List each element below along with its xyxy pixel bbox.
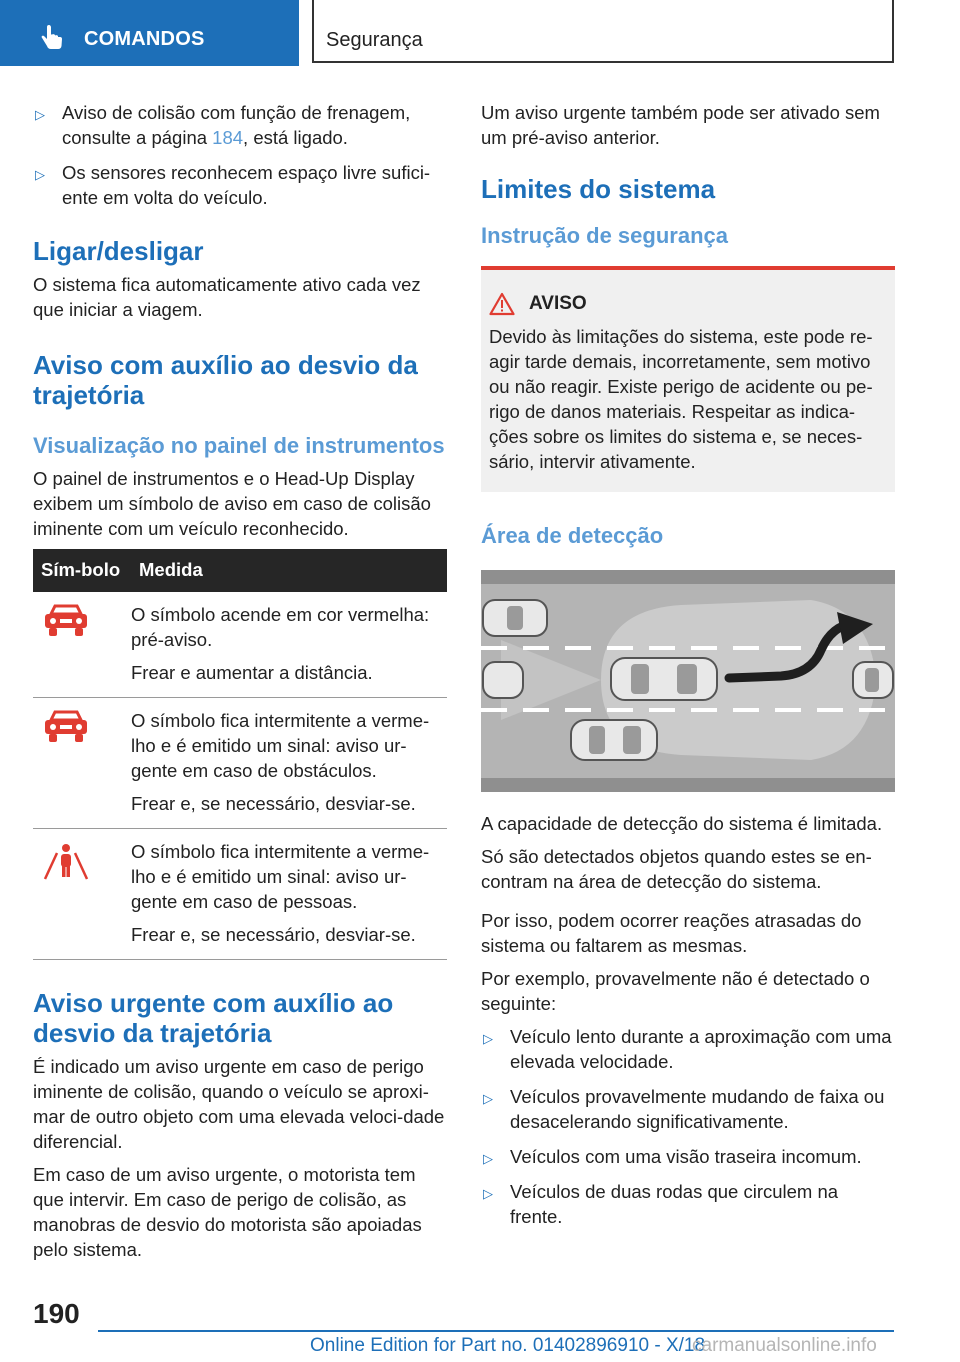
measure-text: O símbolo fica intermitente a verme‐lho e é emitido um sinal: aviso ur‐gente em caso de pessoas. (131, 841, 430, 912)
warning-label: AVISO (529, 293, 587, 314)
table-cell-measure (131, 829, 447, 960)
paragraph-visualizacao: O painel de instrumentos e o Head-Up Display exibem um símbolo de aviso em caso de colisão iminente com um veículo reconhecido. (33, 468, 431, 539)
left-column (33, 100, 447, 1270)
bullet-text: Veículo lento durante a aproximação com uma elevada velocidade. (510, 1026, 892, 1072)
table-row (33, 592, 447, 698)
hand-pointer-icon (38, 24, 66, 52)
table-row (33, 698, 447, 829)
table-row (33, 829, 447, 960)
footer-edition: Online Edition for Part no. 01402896910 - X/18 (310, 1335, 706, 1356)
bullet-triangle-icon: ▷ (483, 1151, 493, 1166)
bullet-text-after: , está ligado. (243, 127, 348, 148)
car-warning-icon (41, 708, 91, 748)
paragraph-area-4: Por exemplo, provavelmente não é detectado o seguinte: (481, 968, 870, 1014)
section-tab (0, 0, 299, 66)
warning-triangle-icon (489, 292, 515, 316)
list-item (481, 1084, 895, 1134)
bullet-text: Aviso de colisão com função de frenagem, consulte a página (62, 102, 411, 148)
right-column (481, 100, 895, 1239)
table-header-row (33, 549, 447, 592)
heading-instrucao: Instrução de segurança (481, 223, 728, 248)
footer-watermark: carmanualsonline.info (692, 1335, 877, 1356)
footer-divider (98, 1330, 894, 1332)
measure-action: Frear e, se necessário, desviar-se. (131, 793, 416, 814)
page-number: 190 (33, 1298, 80, 1329)
warning-box (481, 266, 895, 492)
paragraph-ligar: O sistema fica automaticamente ativo cada vez que iniciar a viagem. (33, 274, 421, 320)
car-warning-icon (41, 602, 91, 642)
list-item (481, 1024, 895, 1074)
measure-text: O símbolo fica intermitente a verme‐lho e é emitido um sinal: aviso ur‐gente em caso de obstáculos. (131, 710, 430, 781)
list-item (33, 100, 447, 150)
page-title: Segurança (326, 29, 423, 51)
heading-aviso: Aviso com auxílio ao desvio da trajetória (33, 350, 418, 410)
heading-limites: Limites do sistema (481, 174, 716, 204)
list-item (481, 1144, 895, 1169)
detection-area-illustration (481, 570, 895, 792)
heading-visualizacao: Visualização no painel de instrumentos (33, 433, 445, 458)
section-label: COMANDOS (84, 28, 205, 50)
bullet-text: Veículos de duas rodas que circulem na frente. (510, 1181, 839, 1227)
measure-text: O símbolo acende em cor vermelha: pré-aviso. (131, 604, 430, 650)
bullet-triangle-icon: ▷ (35, 167, 45, 182)
page-link[interactable]: 184 (212, 127, 244, 148)
bullet-text: Os sensores reconhecem espaço livre sufici‐ente em volta do veículo. (62, 162, 431, 208)
list-item (481, 1179, 895, 1229)
bullet-text: Veículos com uma visão traseira incomum. (510, 1146, 862, 1167)
bullet-triangle-icon: ▷ (483, 1091, 493, 1106)
measure-action: Frear e aumentar a distância. (131, 662, 373, 683)
table-header-symbol: Sím‐bolo (33, 549, 131, 592)
symbol-table (33, 549, 447, 960)
bullet-triangle-icon: ▷ (483, 1031, 493, 1046)
heading-urgente: Aviso urgente com auxílio ao desvio da trajetória (33, 988, 394, 1048)
table-cell-symbol (33, 698, 131, 829)
heading-area: Área de detecção (481, 523, 664, 548)
table-cell-measure (131, 592, 447, 698)
bullet-triangle-icon: ▷ (35, 107, 45, 122)
bullet-triangle-icon: ▷ (483, 1186, 493, 1201)
list-item (33, 160, 447, 210)
heading-ligar: Ligar/desligar (33, 236, 204, 266)
paragraph-urgente-1: É indicado um aviso urgente em caso de perigo iminente de colisão, quando o veículo se aproxi‐mar de outro objeto com uma elevada veloci‐dade diferencial. (33, 1056, 445, 1152)
table-cell-measure (131, 698, 447, 829)
warning-text: Devido às limitações do sistema, este pode re‐agir tarde demais, incorretamente, sem motivo ou não reagir. Existe perigo de acidente ou pe‐rigo de danos materiais. Respeitar as indica‐ções sobre os limites do sistema e, se neces‐sário, intervir ativamente. (489, 326, 873, 472)
warning-title (489, 292, 881, 316)
pedestrian-warning-icon (41, 839, 91, 883)
paragraph-urgente-2: Em caso de um aviso urgente, o motorista tem que intervir. Em caso de perigo de colisão, as manobras de desvio do motorista são apoiadas pelo sistema. (33, 1164, 422, 1260)
paragraph-top: Um aviso urgente também pode ser ativado sem um pré-aviso anterior. (481, 102, 880, 148)
table-header-measure: Medida (131, 549, 447, 592)
page-title-box (312, 0, 894, 63)
table-cell-symbol (33, 829, 131, 960)
paragraph-area-3: Por isso, podem ocorrer reações atrasadas do sistema ou faltarem as mesmas. (481, 910, 862, 956)
measure-action: Frear e, se necessário, desviar-se. (131, 924, 416, 945)
paragraph-area-2: Só são detectados objetos quando estes se en‐contram na área de detecção do sistema. (481, 846, 872, 892)
bullet-text: Veículos provavelmente mudando de faixa ou desacelerando significativamente. (510, 1086, 885, 1132)
paragraph-area-1: A capacidade de detecção do sistema é limitada. (481, 813, 883, 834)
table-cell-symbol (33, 592, 131, 698)
